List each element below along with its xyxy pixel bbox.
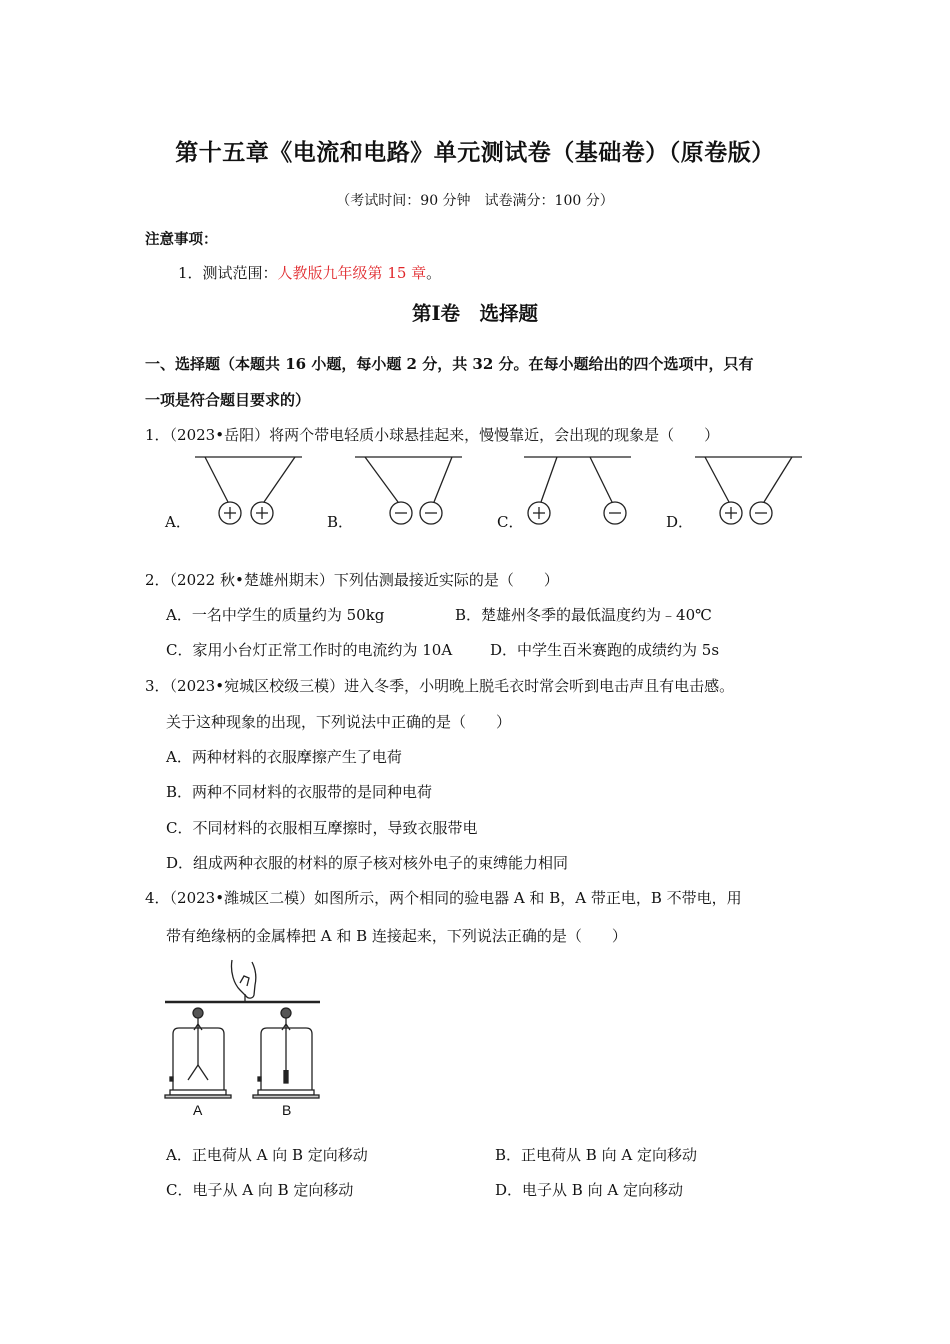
question-4-stem-line2: 带有绝缘柄的金属棒把 A 和 B 连接起来，下列说法正确的是（ ） — [166, 927, 627, 945]
question-3-stem-line2: 关于这种现象的出现，下列说法中正确的是（ ） — [166, 713, 512, 731]
q2-option-b: B．楚雄州冬季的最低温度约为﹣40℃ — [455, 606, 712, 624]
section-title: 第Ⅰ卷 选择题 — [411, 302, 539, 325]
hand-icon — [231, 960, 255, 1001]
question-2-stem: 2．（2022 秋•楚雄州期末）下列估测最接近实际的是（ ） — [145, 571, 559, 589]
question-4-stem-line1: 4．（2023•潍城区二模）如图所示，两个相同的验电器 A 和 B，A 带正电，B 不带电，用 — [145, 889, 742, 907]
q4-option-b: B．正电荷从 B 向 A 定向移动 — [495, 1146, 697, 1164]
exam-info: （考试时间：90 分钟 试卷满分：100 分） — [336, 193, 614, 209]
electroscope-b — [253, 1008, 319, 1098]
test-range-suffix: 。 — [426, 264, 442, 282]
q4-option-a: A．正电荷从 A 向 B 定向移动 — [166, 1146, 368, 1164]
q3-option-d: D．组成两种衣服的材料的原子核对核外电子的束缚能力相同 — [166, 854, 569, 872]
q3-option-c: C．不同材料的衣服相互摩擦时，导致衣服带电 — [166, 819, 478, 837]
q1-figure-label-c: C． — [497, 513, 524, 531]
test-range-prefix: 1．测试范围： — [178, 264, 278, 282]
q2-option-c: C．家用小台灯正常工作时的电流约为 10A — [166, 641, 453, 659]
q4-option-c: C．电子从 A 向 B 定向移动 — [166, 1181, 354, 1199]
q3-option-b: B．两种不同材料的衣服带的是同种电荷 — [166, 783, 433, 801]
q1-figure-label-a: A． — [165, 513, 191, 531]
test-range-value: 人教版九年级第 15 章 — [277, 264, 427, 282]
section-instruction-line1: 一、选择题（本题共 16 小题，每小题 2 分，共 32 分。在每小题给出的四个选项中，只有 — [145, 355, 754, 373]
page-title: 第十五章《电流和电路》单元测试卷（基础卷）（原卷版） — [175, 139, 775, 166]
electroscope-a — [165, 1008, 231, 1098]
electroscope-a-label: A — [193, 1102, 203, 1118]
section-instruction-line2: 一项是符合题目要求的） — [145, 391, 311, 409]
q2-option-a: A．一名中学生的质量约为 50kg — [166, 606, 385, 624]
q1-figure-label-d: D． — [666, 513, 694, 531]
notice-heading: 注意事项： — [145, 231, 218, 248]
q1-figure-label-b: B． — [327, 513, 354, 531]
q2-option-d: D．中学生百米赛跑的成绩约为 5s — [490, 641, 720, 659]
q4-option-d: D．电子从 B 向 A 定向移动 — [495, 1181, 683, 1199]
question-1-stem: 1．（2023•岳阳）将两个带电轻质小球悬挂起来，慢慢靠近，会出现的现象是（ ） — [145, 426, 720, 444]
electroscope-b-label: B — [282, 1102, 292, 1118]
question-3-stem-line1: 3．（2023•宛城区校级三模）进入冬季，小明晚上脱毛衣时常会听到电击声且有电击感。 — [145, 677, 735, 695]
q3-option-a: A．两种材料的衣服摩擦产生了电荷 — [166, 748, 402, 766]
